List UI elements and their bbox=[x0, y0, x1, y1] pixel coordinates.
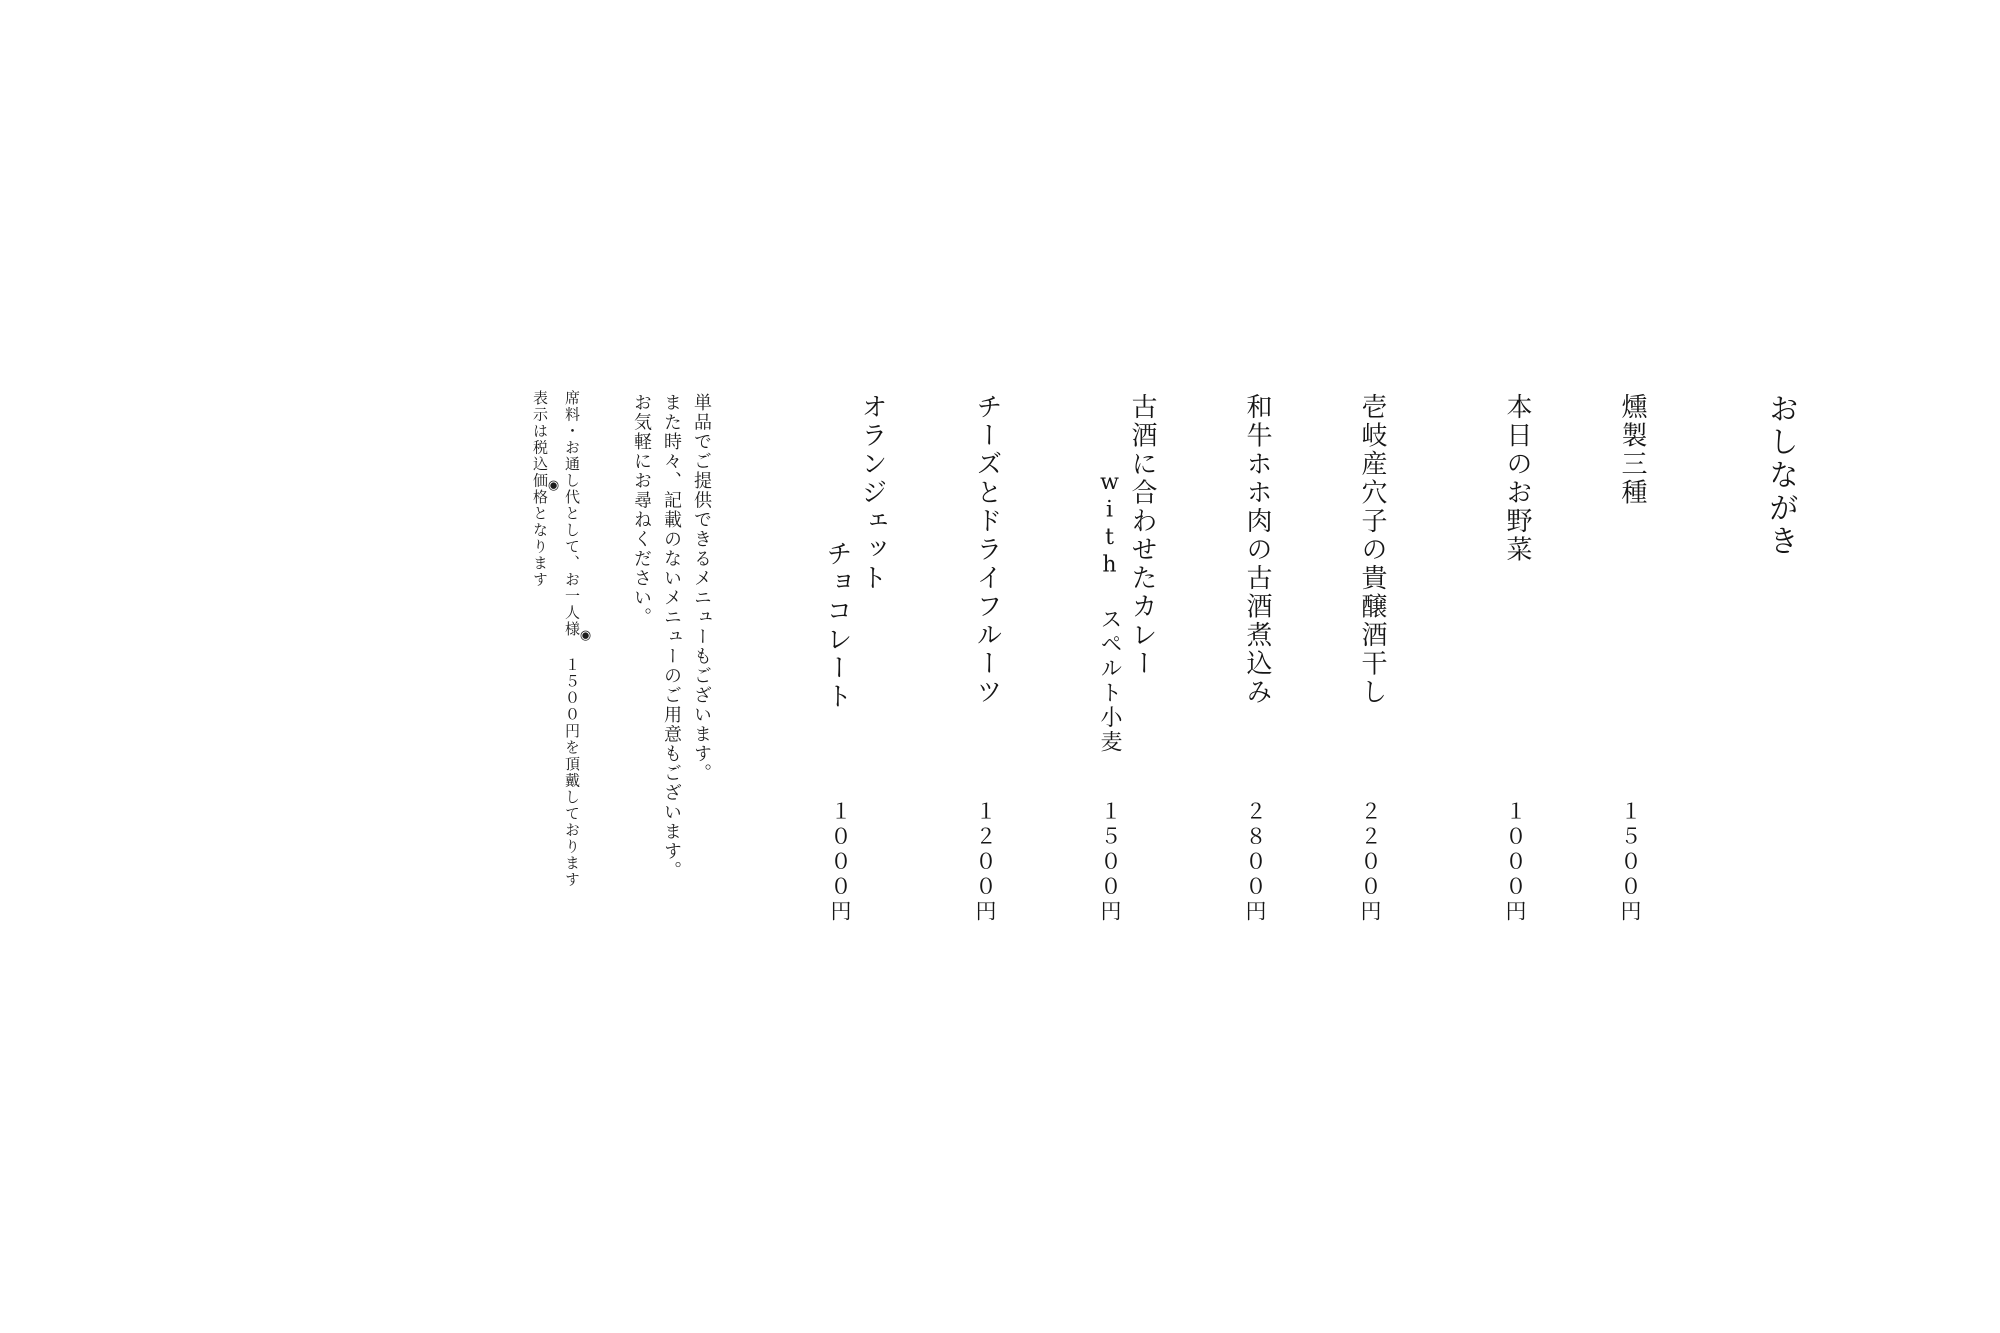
note-bullet-text: 表示は税込価格となります bbox=[531, 390, 549, 588]
menu-item-name: 和牛ホホ肉の古酒煮込み bbox=[1242, 393, 1272, 707]
note-bullet-text: 席料・お通し代として、お一人様 １５００円を頂戴しております bbox=[563, 390, 581, 888]
menu-item-name-sub: チョコレート bbox=[822, 540, 852, 711]
menu-item-name: 燻製三種 bbox=[1617, 393, 1647, 507]
menu-item-name: オランジェット bbox=[857, 393, 887, 593]
menu-item-price: ２８００円 bbox=[1243, 800, 1267, 925]
bullet-icon: ◉ bbox=[546, 477, 561, 495]
menu-item-price: １０００円 bbox=[828, 800, 852, 925]
bullet-icon: ◉ bbox=[578, 627, 593, 645]
menu-item-price: １５００円 bbox=[1618, 800, 1642, 925]
note-line: 単品でご提供できるメニューもございます。 bbox=[691, 393, 712, 783]
note-bullet-item bbox=[532, 390, 560, 588]
page-title: おしながき bbox=[1763, 393, 1798, 558]
menu-item-name: 本日のお野菜 bbox=[1502, 393, 1532, 564]
menu-item-name: 古酒に合わせたカレー bbox=[1127, 393, 1157, 678]
note-line: お気軽にお尋ねください。 bbox=[631, 393, 652, 627]
menu-item-price: １０００円 bbox=[1503, 800, 1527, 925]
menu-item-name: チーズとドライフルーツ bbox=[972, 393, 1002, 707]
note-line: また時々、記載のないメニューのご用意もございます。 bbox=[661, 393, 682, 881]
menu-item-name-sub: with スペルト小麦 bbox=[1097, 470, 1122, 755]
menu-item-price: １５００円 bbox=[1098, 800, 1122, 925]
menu-item-name: 壱岐産穴子の貴醸酒干し bbox=[1357, 393, 1387, 707]
note-bullet-item bbox=[564, 390, 592, 888]
menu-item-price: １２００円 bbox=[973, 800, 997, 925]
menu-item-price: ２２００円 bbox=[1358, 800, 1382, 925]
